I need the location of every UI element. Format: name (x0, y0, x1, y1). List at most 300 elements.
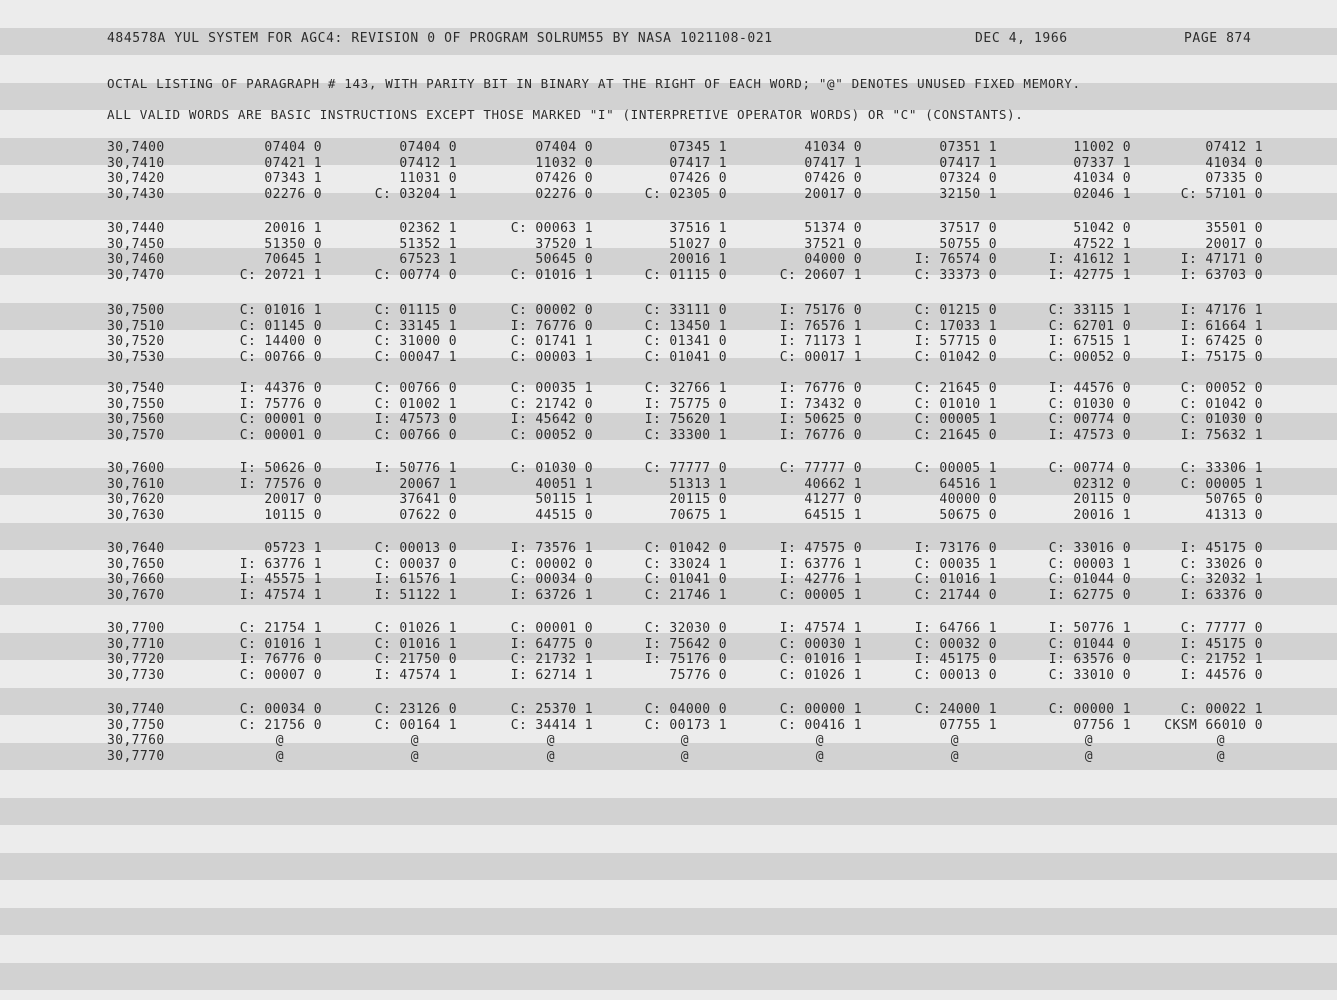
octal-word: @ (680, 748, 689, 764)
octal-word: 07421 1 (264, 155, 322, 171)
octal-word: I: 50776 1 (1048, 621, 1131, 636)
listing-row (0, 140, 1337, 156)
octal-word: C: 31000 0 (374, 334, 457, 349)
octal-word: 07426 0 (535, 171, 593, 186)
listing-row (0, 733, 1337, 749)
octal-word: I: 64766 1 (914, 621, 997, 636)
listing-row (0, 557, 1337, 573)
octal-word: 41034 0 (804, 140, 862, 155)
octal-word: 64515 1 (804, 507, 862, 523)
octal-word: @ (546, 748, 555, 764)
octal-word: C: 00052 0 (510, 427, 593, 443)
row-address: 30,7610 (107, 476, 165, 492)
octal-word: 07404 0 (535, 140, 593, 155)
octal-word: 20017 0 (804, 186, 862, 202)
octal-word: @ (950, 733, 959, 748)
listing-row (0, 221, 1337, 237)
row-address: 30,7540 (107, 381, 165, 396)
octal-word: 02276 0 (264, 186, 322, 202)
row-address: 30,7770 (107, 748, 165, 764)
octal-word: I: 75175 0 (1180, 349, 1263, 365)
octal-word: C: 00005 1 (914, 412, 997, 427)
octal-word: 37521 0 (804, 236, 862, 252)
octal-word: I: 76576 1 (779, 318, 862, 334)
octal-word: C: 25370 1 (510, 702, 593, 717)
octal-word: 70675 1 (669, 507, 727, 523)
octal-word: C: 01215 0 (914, 303, 997, 318)
octal-word: 64516 1 (939, 476, 997, 492)
octal-word: C: 00774 0 (1048, 461, 1131, 476)
listing-row (0, 334, 1337, 350)
row-address: 30,7430 (107, 186, 165, 202)
octal-word: C: 01016 1 (510, 267, 593, 283)
octal-word: I: 73176 0 (914, 541, 997, 556)
listing-row (0, 668, 1337, 684)
row-address: 30,7440 (107, 221, 165, 236)
listing-row (0, 477, 1337, 493)
listing-row (0, 492, 1337, 508)
octal-word: C: 00007 0 (239, 667, 322, 683)
octal-word: I: 75632 1 (1180, 427, 1263, 443)
octal-word: C: 21645 0 (914, 427, 997, 443)
octal-word: C: 21752 1 (1180, 652, 1263, 667)
row-address: 30,7570 (107, 427, 165, 443)
octal-word: 51350 0 (264, 236, 322, 252)
octal-word: C: 00052 0 (1048, 349, 1131, 365)
octal-word: C: 01044 0 (1048, 636, 1131, 652)
octal-word: I: 75775 0 (644, 396, 727, 412)
listing-row (0, 303, 1337, 319)
octal-word: C: 01115 0 (374, 303, 457, 318)
listing-row (0, 652, 1337, 668)
description-line-2: ALL VALID WORDS ARE BASIC INSTRUCTIONS EXCEPT THOSE MARKED "I" (INTERPRETIVE OPERATOR WORDS) OR "C" (CONSTANTS). (107, 107, 1024, 122)
octal-word: @ (410, 733, 419, 748)
octal-word: 44515 0 (535, 507, 593, 523)
octal-word: 02312 0 (1073, 476, 1131, 492)
octal-word: I: 62714 1 (510, 667, 593, 683)
octal-word: 37516 1 (669, 221, 727, 236)
octal-word: I: 51122 1 (374, 587, 457, 603)
octal-word: C: 21732 1 (510, 652, 593, 667)
octal-word: C: 00013 0 (374, 541, 457, 556)
octal-word: C: 00001 0 (239, 412, 322, 427)
octal-word: 07417 1 (669, 155, 727, 171)
listing-row (0, 461, 1337, 477)
octal-word: I: 76776 0 (779, 381, 862, 396)
octal-word: @ (1216, 733, 1225, 748)
octal-word: I: 45175 0 (914, 652, 997, 667)
octal-word: C: 00052 0 (1180, 381, 1263, 396)
octal-word: C: 01145 0 (239, 318, 322, 334)
octal-word: I: 63703 0 (1180, 267, 1263, 283)
octal-word: I: 76776 0 (239, 652, 322, 667)
octal-word: C: 00003 1 (1048, 556, 1131, 572)
row-address: 30,7420 (107, 171, 165, 186)
octal-word: I: 63376 0 (1180, 587, 1263, 603)
octal-word: I: 44576 0 (1180, 667, 1263, 683)
octal-word: C: 00416 1 (779, 717, 862, 733)
octal-word: C: 32766 1 (644, 381, 727, 396)
octal-word: 02276 0 (535, 186, 593, 202)
octal-word: @ (815, 733, 824, 748)
octal-word: C: 00002 0 (510, 303, 593, 318)
octal-word: I: 63776 1 (239, 556, 322, 572)
octal-word: C: 02305 0 (644, 186, 727, 202)
octal-word: I: 76574 0 (914, 252, 997, 267)
page-number: PAGE 874 (1184, 31, 1252, 46)
row-address: 30,7750 (107, 717, 165, 733)
octal-word: C: 33010 0 (1048, 667, 1131, 683)
octal-word: I: 67515 1 (1048, 334, 1131, 349)
listing-row (0, 749, 1337, 765)
octal-word: @ (275, 733, 284, 748)
row-address: 30,7630 (107, 507, 165, 523)
octal-word: C: 01042 0 (914, 349, 997, 365)
octal-word: C: 23126 0 (374, 702, 457, 717)
listing-row (0, 171, 1337, 187)
octal-word: 20017 0 (1205, 236, 1263, 252)
octal-word: C: 14400 0 (239, 334, 322, 349)
row-address: 30,7400 (107, 140, 165, 155)
octal-word: 07417 1 (804, 155, 862, 171)
octal-word: C: 03204 1 (374, 186, 457, 202)
octal-word: 41313 0 (1205, 507, 1263, 523)
row-address: 30,7560 (107, 412, 165, 427)
octal-word: I: 73432 0 (779, 396, 862, 412)
octal-word: I: 75642 0 (644, 636, 727, 652)
octal-word: C: 00774 0 (374, 267, 457, 283)
octal-word: C: 00003 1 (510, 349, 593, 365)
row-address: 30,7670 (107, 587, 165, 603)
listing-row (0, 508, 1337, 524)
octal-word: I: 47171 0 (1180, 252, 1263, 267)
octal-word: C: 01741 1 (510, 334, 593, 349)
octal-word: C: 01042 0 (1180, 396, 1263, 412)
octal-word: 37520 1 (535, 236, 593, 252)
row-address: 30,7700 (107, 621, 165, 636)
row-address: 30,7660 (107, 572, 165, 587)
octal-word: I: 47176 1 (1180, 303, 1263, 318)
octal-word: C: 01041 0 (644, 572, 727, 587)
octal-word: I: 45175 0 (1180, 636, 1263, 652)
octal-word: C: 21754 1 (239, 621, 322, 636)
octal-word: 20017 0 (264, 492, 322, 507)
octal-word: 67523 1 (399, 252, 457, 267)
octal-word: C: 20721 1 (239, 267, 322, 283)
octal-word: 20016 1 (669, 252, 727, 267)
octal-word: C: 24000 1 (914, 702, 997, 717)
octal-word: C: 00005 1 (914, 461, 997, 476)
octal-word: C: 01010 1 (914, 396, 997, 412)
row-address: 30,7530 (107, 349, 165, 365)
octal-word: C: 00766 0 (374, 427, 457, 443)
row-address: 30,7500 (107, 303, 165, 318)
octal-word: C: 01341 0 (644, 334, 727, 349)
octal-word: I: 76776 0 (779, 427, 862, 443)
row-address: 30,7510 (107, 318, 165, 334)
octal-word: C: 01002 1 (374, 396, 457, 412)
octal-word: C: 00063 1 (510, 221, 593, 236)
octal-word: C: 00017 1 (779, 349, 862, 365)
listing-row (0, 187, 1337, 203)
row-address: 30,7730 (107, 667, 165, 683)
octal-word: 75776 0 (669, 667, 727, 683)
listing-row (0, 702, 1337, 718)
octal-word: C: 00001 0 (239, 427, 322, 443)
octal-word: 07404 0 (399, 140, 457, 155)
octal-word: 07337 1 (1073, 155, 1131, 171)
octal-word: C: 33026 0 (1180, 556, 1263, 572)
octal-word: C: 00766 0 (239, 349, 322, 365)
row-address: 30,7650 (107, 556, 165, 572)
row-address: 30,7450 (107, 236, 165, 252)
octal-word: C: 21746 1 (644, 587, 727, 603)
octal-word: @ (546, 733, 555, 748)
octal-word: 05723 1 (264, 541, 322, 556)
octal-word: 07417 1 (939, 155, 997, 171)
octal-word: C: 33024 1 (644, 556, 727, 572)
listing-row (0, 541, 1337, 557)
octal-word: 50765 0 (1205, 492, 1263, 507)
octal-word: I: 75176 0 (644, 652, 727, 667)
listing-row (0, 412, 1337, 428)
octal-word: 07412 1 (1205, 140, 1263, 155)
octal-word: 07404 0 (264, 140, 322, 155)
octal-word: C: 21744 0 (914, 587, 997, 603)
octal-word: 07412 1 (399, 155, 457, 171)
octal-word: C: 01026 1 (779, 667, 862, 683)
row-address: 30,7710 (107, 636, 165, 652)
listing-row (0, 572, 1337, 588)
octal-word: C: 01016 1 (779, 652, 862, 667)
octal-word: C: 01026 1 (374, 621, 457, 636)
listing-row (0, 268, 1337, 284)
octal-word: 07755 1 (939, 717, 997, 733)
octal-word: I: 67425 0 (1180, 334, 1263, 349)
listing-row (0, 350, 1337, 366)
octal-word: C: 01030 0 (1048, 396, 1131, 412)
octal-word: 07343 1 (264, 171, 322, 186)
octal-word: I: 75176 0 (779, 303, 862, 318)
octal-word: 50645 0 (535, 252, 593, 267)
octal-word: C: 21645 0 (914, 381, 997, 396)
octal-word: C: 01016 1 (239, 303, 322, 318)
octal-word: 41277 0 (804, 492, 862, 507)
octal-word: 20016 1 (264, 221, 322, 236)
octal-word: C: 13450 1 (644, 318, 727, 334)
octal-word: C: 00037 0 (374, 556, 457, 572)
octal-word: I: 42776 1 (779, 572, 862, 587)
octal-word: 32150 1 (939, 186, 997, 202)
octal-word: C: 00035 1 (914, 556, 997, 572)
octal-word: C: 00013 0 (914, 667, 997, 683)
description-line-1: OCTAL LISTING OF PARAGRAPH # 143, WITH PARITY BIT IN BINARY AT THE RIGHT OF EACH WORD; "@" DENOTES UNUSED FIXED MEMORY. (107, 76, 1081, 91)
row-address: 30,7720 (107, 652, 165, 667)
octal-word: C: 01042 0 (644, 541, 727, 556)
listing-row (0, 319, 1337, 335)
octal-word: C: 77777 0 (644, 461, 727, 476)
octal-word: C: 00766 0 (374, 381, 457, 396)
octal-word: 40000 0 (939, 492, 997, 507)
octal-word: I: 61576 1 (374, 572, 457, 587)
octal-word: C: 04000 0 (644, 702, 727, 717)
row-address: 30,7520 (107, 334, 165, 349)
row-address: 30,7460 (107, 252, 165, 267)
octal-word: I: 76776 0 (510, 318, 593, 334)
octal-word: I: 64775 0 (510, 636, 593, 652)
octal-word: C: 01041 0 (644, 349, 727, 365)
listing-row (0, 397, 1337, 413)
octal-word: I: 41612 1 (1048, 252, 1131, 267)
octal-word: I: 42775 1 (1048, 267, 1131, 283)
octal-word: C: 33115 1 (1048, 303, 1131, 318)
octal-word: 35501 0 (1205, 221, 1263, 236)
octal-word: 51042 0 (1073, 221, 1131, 236)
octal-word: @ (275, 748, 284, 764)
octal-word: CKSM 66010 0 (1164, 717, 1263, 733)
octal-word: I: 62775 0 (1048, 587, 1131, 603)
octal-word: 40662 1 (804, 476, 862, 492)
octal-word: C: 33111 0 (644, 303, 727, 318)
octal-word: C: 17033 1 (914, 318, 997, 334)
octal-word: I: 73576 1 (510, 541, 593, 556)
octal-word: 07426 0 (669, 171, 727, 186)
octal-word: 11032 0 (535, 155, 593, 171)
octal-word: C: 33373 0 (914, 267, 997, 283)
listing-row (0, 637, 1337, 653)
octal-word: I: 50625 0 (779, 412, 862, 427)
octal-word: I: 45642 0 (510, 412, 593, 427)
octal-word: 41034 0 (1073, 171, 1131, 186)
octal-word: C: 33016 0 (1048, 541, 1131, 556)
octal-word: I: 75776 0 (239, 396, 322, 412)
octal-word: 37641 0 (399, 492, 457, 507)
octal-word: 51027 0 (669, 236, 727, 252)
octal-word: @ (950, 748, 959, 764)
octal-word: 07335 0 (1205, 171, 1263, 186)
row-address: 30,7470 (107, 267, 165, 283)
octal-word: C: 01016 1 (239, 636, 322, 652)
octal-word: C: 33300 1 (644, 427, 727, 443)
octal-word: C: 00173 1 (644, 717, 727, 733)
octal-word: C: 00022 1 (1180, 702, 1263, 717)
octal-word: C: 77777 0 (1180, 621, 1263, 636)
listing-row (0, 252, 1337, 268)
octal-word: C: 00164 1 (374, 717, 457, 733)
octal-word: C: 01044 0 (1048, 572, 1131, 587)
octal-word: C: 00005 1 (1180, 476, 1263, 492)
listing-row (0, 621, 1337, 637)
row-address: 30,7760 (107, 733, 165, 748)
octal-word: I: 47573 0 (374, 412, 457, 427)
octal-word: 47522 1 (1073, 236, 1131, 252)
octal-word: I: 63776 1 (779, 556, 862, 572)
octal-word: I: 75620 1 (644, 412, 727, 427)
row-address: 30,7550 (107, 396, 165, 412)
octal-word: I: 44376 0 (239, 381, 322, 396)
octal-word: I: 47575 0 (779, 541, 862, 556)
octal-word: I: 45575 1 (239, 572, 322, 587)
octal-word: @ (680, 733, 689, 748)
octal-word: 07756 1 (1073, 717, 1131, 733)
octal-word: 02046 1 (1073, 186, 1131, 202)
octal-word: 11031 0 (399, 171, 457, 186)
octal-word: 50675 0 (939, 507, 997, 523)
octal-word: I: 50776 1 (374, 461, 457, 476)
octal-word: 41034 0 (1205, 155, 1263, 171)
octal-word: C: 33306 1 (1180, 461, 1263, 476)
octal-word: @ (410, 748, 419, 764)
octal-word: C: 00005 1 (779, 587, 862, 603)
octal-word: C: 57101 0 (1180, 186, 1263, 202)
octal-word: C: 00030 1 (779, 636, 862, 652)
octal-word: I: 47574 1 (779, 621, 862, 636)
octal-word: I: 57715 0 (914, 334, 997, 349)
octal-word: 20115 0 (1073, 492, 1131, 507)
octal-word: 04000 0 (804, 252, 862, 267)
octal-word: I: 63726 1 (510, 587, 593, 603)
row-address: 30,7640 (107, 541, 165, 556)
octal-word: 37517 0 (939, 221, 997, 236)
row-address: 30,7620 (107, 492, 165, 507)
octal-word: C: 00047 1 (374, 349, 457, 365)
octal-word: I: 61664 1 (1180, 318, 1263, 334)
octal-word: I: 47574 1 (239, 587, 322, 603)
octal-word: C: 33145 1 (374, 318, 457, 334)
listing-row (0, 237, 1337, 253)
octal-word: C: 00000 1 (779, 702, 862, 717)
listing-row (0, 718, 1337, 734)
octal-word: C: 00002 0 (510, 556, 593, 572)
octal-word: I: 71173 1 (779, 334, 862, 349)
listing-date: DEC 4, 1966 (975, 31, 1068, 46)
octal-word: 20067 1 (399, 476, 457, 492)
octal-word: I: 63576 0 (1048, 652, 1131, 667)
octal-word: 51374 0 (804, 221, 862, 236)
octal-word: C: 00034 0 (239, 702, 322, 717)
octal-word: 70645 1 (264, 252, 322, 267)
octal-word: C: 01016 1 (374, 636, 457, 652)
octal-word: I: 45175 0 (1180, 541, 1263, 556)
octal-word: C: 00032 0 (914, 636, 997, 652)
octal-word: 07622 0 (399, 507, 457, 523)
octal-word: 02362 1 (399, 221, 457, 236)
octal-word: @ (1216, 748, 1225, 764)
octal-word: C: 00000 1 (1048, 702, 1131, 717)
octal-word: @ (1084, 748, 1093, 764)
octal-word: C: 00001 0 (510, 621, 593, 636)
octal-word: @ (1084, 733, 1093, 748)
octal-word: C: 21756 0 (239, 717, 322, 733)
listing-row (0, 588, 1337, 604)
octal-word: 10115 0 (264, 507, 322, 523)
octal-word: C: 32030 0 (644, 621, 727, 636)
octal-word: C: 01016 1 (914, 572, 997, 587)
octal-word: C: 00774 0 (1048, 412, 1131, 427)
octal-word: I: 50626 0 (239, 461, 322, 476)
row-address: 30,7410 (107, 155, 165, 171)
octal-word: 07426 0 (804, 171, 862, 186)
octal-word: 50755 0 (939, 236, 997, 252)
listing-row (0, 381, 1337, 397)
octal-word: C: 20607 1 (779, 267, 862, 283)
octal-word: 20115 0 (669, 492, 727, 507)
octal-word: @ (815, 748, 824, 764)
octal-word: C: 34414 1 (510, 717, 593, 733)
octal-word: 20016 1 (1073, 507, 1131, 523)
octal-word: C: 01030 0 (1180, 412, 1263, 427)
octal-word: C: 32032 1 (1180, 572, 1263, 587)
